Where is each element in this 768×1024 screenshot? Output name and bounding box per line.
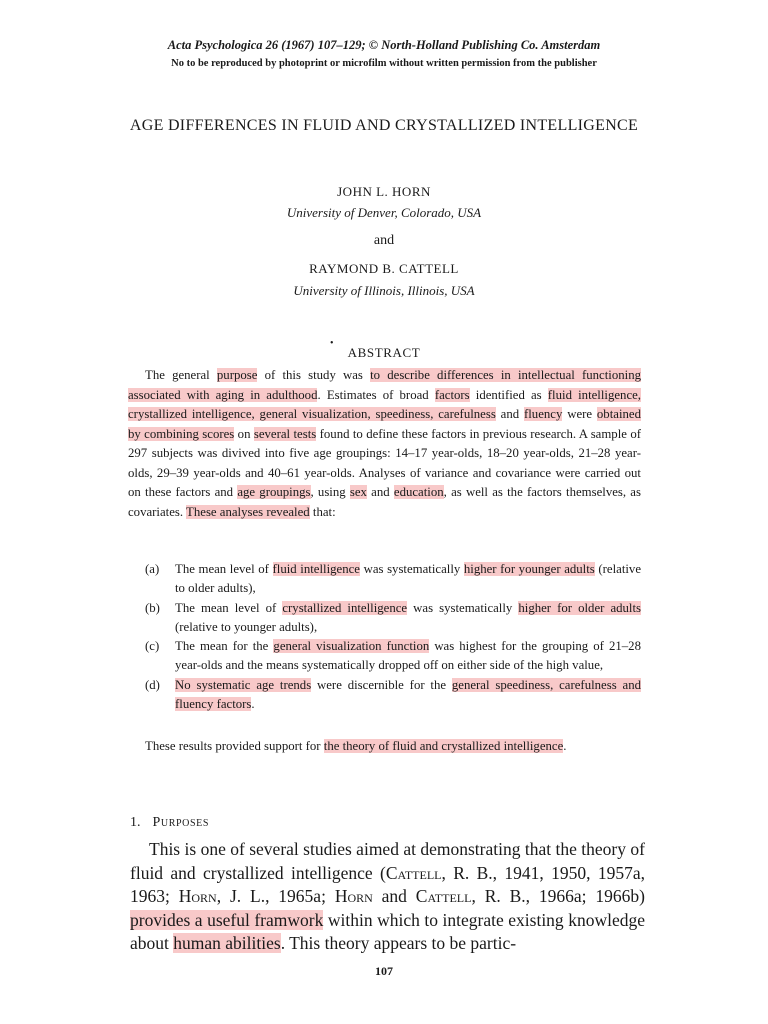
author-name-2: RAYMOND B. CATTELL — [309, 261, 459, 276]
abstract-text: and — [495, 407, 524, 421]
highlighted-text: age groupings — [237, 485, 311, 499]
abstract-text: found to define these factors in previous research. A sample of 297 subjects was divived into five age groupings: 14–17 year-olds, 18–20 year-olds, 21–28 year-olds, 29–39 year-olds and 40–61 year-olds. Analyses of variance and covariance were carried out on these factors and — [128, 426, 641, 499]
abstract-heading: ABSTRACT — [347, 345, 421, 360]
paper-title: AGE DIFFERENCES IN FLUID AND CRYSTALLIZED INTELLIGENCE — [129, 117, 639, 134]
list-item-label: (b) — [145, 600, 160, 615]
abstract-text: was systematically — [359, 562, 464, 576]
abstract-text: were — [562, 407, 597, 421]
highlighted-text: fluency — [523, 407, 563, 421]
highlighted-text: higher for older adults — [518, 600, 642, 615]
section-number: 1. — [130, 815, 141, 830]
abstract-text: (relative to older adults), — [175, 562, 642, 596]
highlighted-text: general speediness, carefulness and fluency factors — [175, 677, 641, 712]
abstract-text: (relative to younger adults), — [175, 619, 318, 634]
author-conjunction: and — [373, 233, 395, 248]
abstract-text: that: — [309, 504, 336, 519]
highlighted-text: These analyses revealed — [186, 504, 310, 519]
highlighted-text: obtained by combining scores — [128, 407, 641, 441]
abstract-text: . — [563, 739, 567, 753]
author-affiliation-1: University of Denver, Colorado, USA — [286, 205, 482, 220]
list-item — [145, 560, 641, 599]
abstract-paragraph — [128, 737, 641, 757]
highlighted-text: human abilities — [173, 933, 281, 953]
abstract-text: on — [234, 426, 254, 441]
author-affiliation-2: University of Illinois, Illinois, USA — [293, 283, 475, 298]
highlighted-text: the theory of fluid and crystallized intelligence — [323, 739, 564, 753]
body-text: and — [372, 886, 416, 906]
abstract-text: , as well as the factors themselves, as covariates. — [128, 485, 641, 519]
list-item — [145, 676, 641, 715]
abstract-body — [128, 366, 641, 522]
body-paragraph — [130, 838, 645, 956]
highlighted-text: No systematic age trends — [175, 677, 312, 692]
list-item — [145, 637, 641, 676]
findings-list — [145, 560, 641, 714]
list-item-text — [175, 676, 641, 715]
bullet-icon: • — [330, 338, 334, 349]
copyright-notice: No to be reproduced by photoprint or microfilm without written permission from the publisher — [171, 58, 597, 69]
highlighted-text: higher for younger adults — [463, 562, 595, 576]
abstract-text: . — [251, 697, 255, 712]
abstract-text: were discernible for the — [311, 677, 452, 692]
abstract-text: The mean for the — [175, 639, 274, 654]
abstract-text: , using — [310, 485, 350, 499]
author-name-1: JOHN L. HORN — [337, 184, 431, 199]
abstract-text: The mean level of — [175, 600, 283, 615]
body-text: , R. B., 1966a; 1966b) — [471, 886, 645, 906]
abstract-text: These results provided support for — [145, 739, 324, 753]
highlighted-text: fluid intelligence, crystallized intelligence, general visualization, speediness, carefulness — [128, 387, 642, 421]
body-text: within which to integrate existing knowledge about — [130, 909, 645, 953]
list-item-label: (c) — [145, 639, 160, 654]
highlighted-text: crystallized intelligence — [282, 600, 408, 615]
citation-author: Cattell — [415, 886, 472, 906]
list-item-text — [175, 599, 641, 638]
citation-author: Cattell — [385, 862, 442, 883]
citation-author: Horn — [178, 886, 217, 906]
highlighted-text: sex — [349, 485, 367, 499]
list-item-label: (d) — [145, 677, 160, 692]
list-item — [145, 599, 641, 638]
highlighted-text: general visualization function — [273, 639, 430, 654]
citation-author: Horn — [334, 886, 373, 906]
abstract-text: and — [366, 485, 394, 499]
abstract-text: was highest for the grouping of 21–28 year-olds and the means systematically dropped off on either side of the high value, — [175, 639, 641, 673]
abstract-paragraph — [128, 366, 641, 522]
body-text: , J. L., 1965a; — [216, 886, 335, 906]
highlighted-text: education — [393, 485, 444, 499]
journal-citation: Acta Psychologica 26 (1967) 107–129; © North-Holland Publishing Co. Amsterdam — [167, 38, 601, 52]
list-item-label: (a) — [145, 562, 160, 576]
abstract-text: The general — [145, 368, 217, 382]
list-item-text — [175, 637, 641, 676]
abstract-text: was systematically — [407, 600, 519, 615]
abstract-text: of this study was — [257, 368, 371, 382]
highlighted-text: fluid intelligence — [272, 562, 360, 576]
section-heading — [130, 815, 209, 831]
section-title: Purposes — [152, 815, 209, 830]
highlighted-text: provides a useful framwork — [130, 909, 324, 930]
body-text: . This theory appears to be partic- — [280, 933, 517, 953]
highlighted-text: purpose — [216, 368, 258, 382]
abstract-text: The mean level of — [175, 562, 273, 576]
list-item-text — [175, 560, 641, 599]
abstract-text: . Estimates of broad — [317, 387, 435, 402]
section-body — [130, 838, 645, 956]
abstract-text: identified as — [469, 387, 548, 402]
highlighted-text: to describe differences in intellectual functioning associated with aging in adulthood — [128, 368, 641, 402]
page-number: 107 — [375, 964, 393, 978]
highlighted-text: factors — [434, 387, 470, 402]
abstract-conclusion — [128, 737, 641, 757]
body-text: This is one of several studies aimed at demonstrating that the theory of fluid and crystallized intelligence ( — [130, 839, 645, 883]
body-text: , R. B., 1941, 1950, 1957a, 1963; — [130, 862, 645, 906]
highlighted-text: several tests — [253, 426, 317, 441]
